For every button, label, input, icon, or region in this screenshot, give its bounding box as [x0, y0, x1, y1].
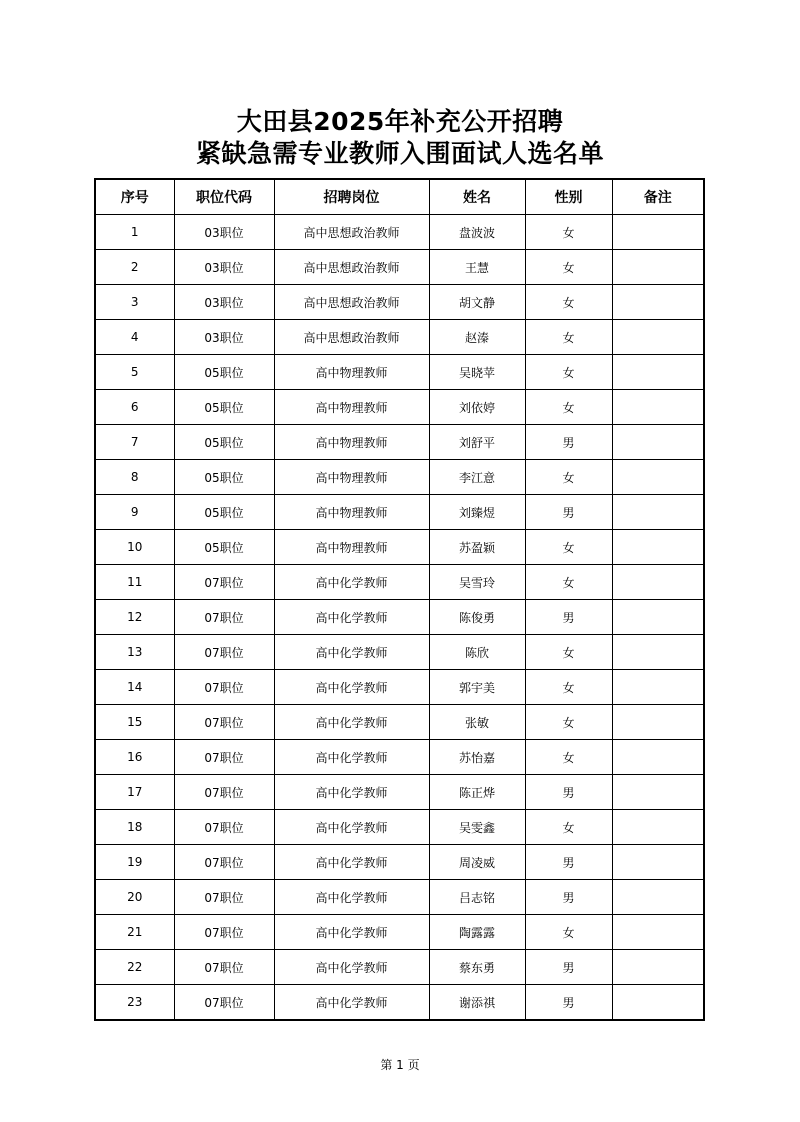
table-row	[95, 670, 704, 705]
column-header-seq: 序号	[95, 179, 174, 215]
cell-post: 高中物理教师	[274, 425, 429, 460]
table-row	[95, 740, 704, 775]
column-header-position-code: 职位代码	[174, 179, 274, 215]
cell-post: 高中化学教师	[274, 880, 429, 915]
cell-gender: 女	[525, 285, 612, 320]
cell-seq: 23	[95, 985, 174, 1021]
cell-remarks	[612, 670, 704, 705]
cell-name: 刘臻煜	[429, 495, 525, 530]
cell-gender: 男	[525, 880, 612, 915]
page-number: 第 1 页	[380, 1058, 420, 1072]
cell-position-code: 05职位	[174, 425, 274, 460]
cell-seq: 16	[95, 740, 174, 775]
cell-position-code: 07职位	[174, 600, 274, 635]
cell-post: 高中物理教师	[274, 495, 429, 530]
cell-position-code: 05职位	[174, 460, 274, 495]
cell-seq: 2	[95, 250, 174, 285]
cell-remarks	[612, 390, 704, 425]
cell-remarks	[612, 320, 704, 355]
cell-position-code: 07职位	[174, 985, 274, 1021]
table-row	[95, 950, 704, 985]
cell-position-code: 05职位	[174, 355, 274, 390]
cell-name: 吕志铭	[429, 880, 525, 915]
table-row	[95, 810, 704, 845]
cell-position-code: 05职位	[174, 390, 274, 425]
cell-position-code: 07职位	[174, 705, 274, 740]
cell-post: 高中思想政治教师	[274, 320, 429, 355]
cell-post: 高中化学教师	[274, 950, 429, 985]
table-row	[95, 565, 704, 600]
cell-position-code: 07职位	[174, 880, 274, 915]
cell-seq: 19	[95, 845, 174, 880]
cell-position-code: 03职位	[174, 215, 274, 250]
cell-gender: 女	[525, 705, 612, 740]
cell-gender: 女	[525, 635, 612, 670]
table-body	[95, 215, 704, 1021]
cell-post: 高中化学教师	[274, 705, 429, 740]
cell-post: 高中思想政治教师	[274, 215, 429, 250]
cell-seq: 20	[95, 880, 174, 915]
cell-seq: 1	[95, 215, 174, 250]
table-header	[95, 179, 704, 215]
cell-name: 谢添祺	[429, 985, 525, 1021]
cell-position-code: 07职位	[174, 565, 274, 600]
cell-remarks	[612, 740, 704, 775]
table-row	[95, 880, 704, 915]
cell-name: 苏盈颖	[429, 530, 525, 565]
cell-post: 高中化学教师	[274, 915, 429, 950]
cell-seq: 3	[95, 285, 174, 320]
cell-remarks	[612, 775, 704, 810]
cell-post: 高中化学教师	[274, 740, 429, 775]
cell-seq: 17	[95, 775, 174, 810]
cell-seq: 8	[95, 460, 174, 495]
cell-gender: 女	[525, 810, 612, 845]
document-title-line2: 紧缺急需专业教师入围面试人选名单	[195, 139, 604, 168]
table-row	[95, 250, 704, 285]
cell-gender: 女	[525, 670, 612, 705]
cell-remarks	[612, 600, 704, 635]
cell-seq: 22	[95, 950, 174, 985]
cell-gender: 男	[525, 950, 612, 985]
cell-remarks	[612, 565, 704, 600]
cell-remarks	[612, 250, 704, 285]
cell-remarks	[612, 950, 704, 985]
column-header-post: 招聘岗位	[274, 179, 429, 215]
cell-remarks	[612, 705, 704, 740]
cell-position-code: 05职位	[174, 530, 274, 565]
cell-remarks	[612, 810, 704, 845]
cell-gender: 女	[525, 460, 612, 495]
cell-post: 高中物理教师	[274, 460, 429, 495]
cell-remarks	[612, 635, 704, 670]
table-row	[95, 775, 704, 810]
cell-gender: 男	[525, 600, 612, 635]
cell-gender: 女	[525, 915, 612, 950]
cell-gender: 女	[525, 355, 612, 390]
table-row	[95, 495, 704, 530]
cell-remarks	[612, 880, 704, 915]
cell-remarks	[612, 215, 704, 250]
column-header-gender: 性别	[525, 179, 612, 215]
table-row	[95, 705, 704, 740]
cell-seq: 6	[95, 390, 174, 425]
cell-gender: 女	[525, 390, 612, 425]
cell-gender: 女	[525, 215, 612, 250]
table-row	[95, 635, 704, 670]
cell-remarks	[612, 845, 704, 880]
cell-remarks	[612, 425, 704, 460]
cell-seq: 12	[95, 600, 174, 635]
cell-post: 高中思想政治教师	[274, 285, 429, 320]
cell-seq: 15	[95, 705, 174, 740]
cell-post: 高中化学教师	[274, 985, 429, 1021]
cell-seq: 9	[95, 495, 174, 530]
document-title-line1: 大田县2025年补充公开招聘	[236, 107, 564, 136]
cell-remarks	[612, 495, 704, 530]
cell-seq: 21	[95, 915, 174, 950]
cell-gender: 女	[525, 320, 612, 355]
cell-gender: 女	[525, 565, 612, 600]
header-row	[95, 179, 704, 215]
cell-gender: 女	[525, 250, 612, 285]
cell-position-code: 07职位	[174, 915, 274, 950]
cell-remarks	[612, 915, 704, 950]
cell-position-code: 07职位	[174, 635, 274, 670]
table-row	[95, 320, 704, 355]
cell-name: 蔡东勇	[429, 950, 525, 985]
cell-gender: 女	[525, 530, 612, 565]
cell-seq: 14	[95, 670, 174, 705]
cell-position-code: 07职位	[174, 775, 274, 810]
cell-seq: 11	[95, 565, 174, 600]
cell-name: 陶露露	[429, 915, 525, 950]
cell-name: 吴雯鑫	[429, 810, 525, 845]
cell-gender: 女	[525, 740, 612, 775]
cell-post: 高中物理教师	[274, 390, 429, 425]
cell-name: 郭宇美	[429, 670, 525, 705]
cell-position-code: 07职位	[174, 810, 274, 845]
candidate-table	[94, 178, 705, 1021]
cell-post: 高中化学教师	[274, 810, 429, 845]
cell-remarks	[612, 460, 704, 495]
cell-name: 赵溱	[429, 320, 525, 355]
table-row	[95, 390, 704, 425]
cell-remarks	[612, 355, 704, 390]
cell-name: 盘波波	[429, 215, 525, 250]
cell-position-code: 07职位	[174, 740, 274, 775]
cell-post: 高中化学教师	[274, 775, 429, 810]
cell-gender: 男	[525, 985, 612, 1021]
table-row	[95, 985, 704, 1021]
cell-post: 高中物理教师	[274, 530, 429, 565]
cell-post: 高中化学教师	[274, 670, 429, 705]
cell-seq: 18	[95, 810, 174, 845]
table-row	[95, 915, 704, 950]
cell-name: 周凌威	[429, 845, 525, 880]
cell-remarks	[612, 285, 704, 320]
cell-post: 高中物理教师	[274, 355, 429, 390]
cell-name: 吴雪玲	[429, 565, 525, 600]
cell-name: 张敏	[429, 705, 525, 740]
cell-position-code: 07职位	[174, 845, 274, 880]
cell-name: 陈正烨	[429, 775, 525, 810]
cell-name: 刘依婷	[429, 390, 525, 425]
table-row	[95, 425, 704, 460]
cell-post: 高中化学教师	[274, 845, 429, 880]
cell-seq: 13	[95, 635, 174, 670]
cell-gender: 男	[525, 495, 612, 530]
cell-post: 高中思想政治教师	[274, 250, 429, 285]
cell-name: 陈欣	[429, 635, 525, 670]
cell-name: 吴晓苹	[429, 355, 525, 390]
table-row	[95, 355, 704, 390]
cell-remarks	[612, 985, 704, 1021]
cell-seq: 4	[95, 320, 174, 355]
table-row	[95, 215, 704, 250]
cell-position-code: 05职位	[174, 495, 274, 530]
cell-gender: 男	[525, 845, 612, 880]
column-header-name: 姓名	[429, 179, 525, 215]
cell-position-code: 07职位	[174, 950, 274, 985]
cell-position-code: 03职位	[174, 250, 274, 285]
cell-gender: 男	[525, 775, 612, 810]
cell-position-code: 03职位	[174, 285, 274, 320]
cell-gender: 男	[525, 425, 612, 460]
table-row	[95, 285, 704, 320]
cell-name: 刘舒平	[429, 425, 525, 460]
cell-name: 陈俊勇	[429, 600, 525, 635]
cell-name: 胡文静	[429, 285, 525, 320]
cell-remarks	[612, 530, 704, 565]
table-row	[95, 530, 704, 565]
cell-position-code: 03职位	[174, 320, 274, 355]
cell-seq: 10	[95, 530, 174, 565]
cell-name: 王慧	[429, 250, 525, 285]
cell-name: 苏怡嘉	[429, 740, 525, 775]
column-header-remarks: 备注	[612, 179, 704, 215]
cell-seq: 5	[95, 355, 174, 390]
cell-post: 高中化学教师	[274, 635, 429, 670]
table-row	[95, 600, 704, 635]
table-row	[95, 845, 704, 880]
cell-post: 高中化学教师	[274, 565, 429, 600]
cell-position-code: 07职位	[174, 670, 274, 705]
cell-seq: 7	[95, 425, 174, 460]
cell-post: 高中化学教师	[274, 600, 429, 635]
table-row	[95, 460, 704, 495]
cell-name: 李江意	[429, 460, 525, 495]
